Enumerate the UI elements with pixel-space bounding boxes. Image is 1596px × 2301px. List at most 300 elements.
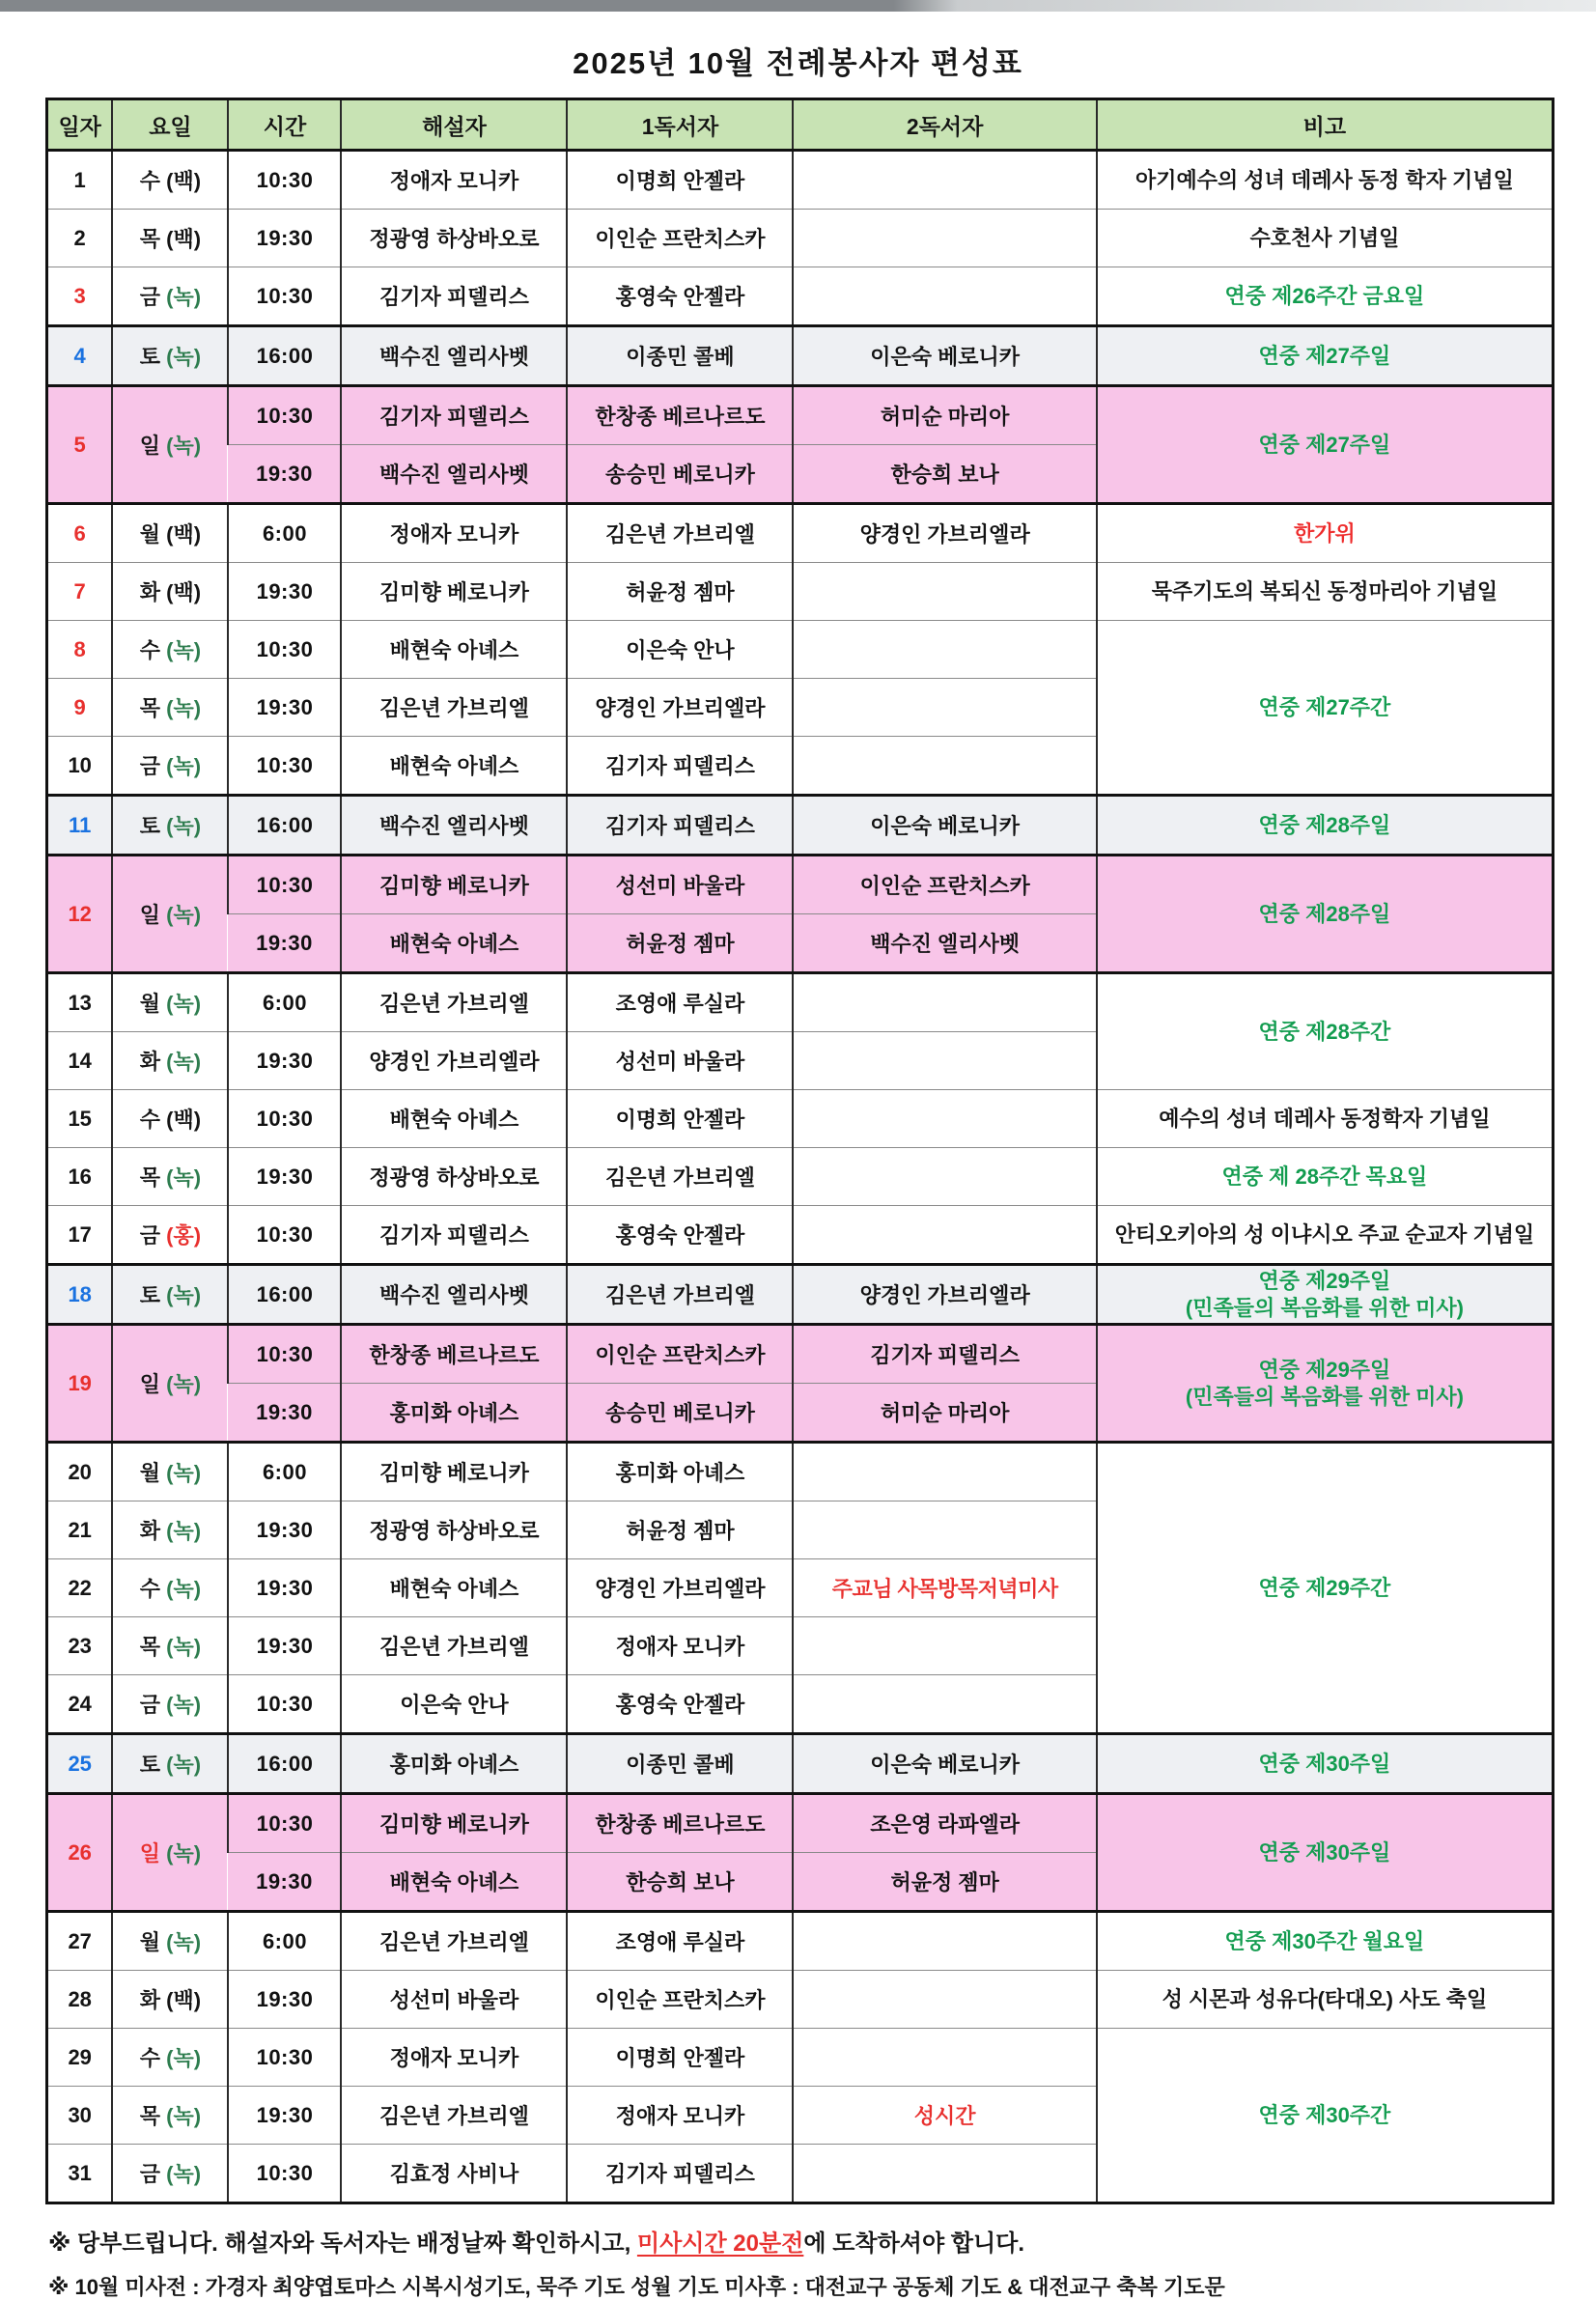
date-cell: 7 — [47, 563, 113, 621]
time-cell: 16:00 — [228, 1734, 341, 1794]
weekday-label: 월 — [139, 1461, 161, 1485]
liturgical-color-label: (백) — [160, 169, 202, 193]
weekday-cell — [112, 2029, 228, 2087]
weekday-cell — [112, 1443, 228, 1501]
liturgical-color-label: (녹) — [160, 1693, 202, 1717]
day-row-26 — [47, 1794, 1554, 1853]
weekday-label: 월 — [139, 1930, 161, 1954]
date-cell: 1 — [47, 151, 113, 210]
day-row-1 — [47, 151, 1554, 210]
commentator-cell: 김은년 가브리엘 — [341, 973, 567, 1032]
notice-text: ※ 당부드립니다. 해설자와 독서자는 배정날짜 확인하시고, — [48, 2231, 637, 2257]
note-cell: 아기예수의 성녀 데레사 동정 학자 기념일 — [1097, 151, 1554, 210]
liturgical-color-label: (녹) — [160, 696, 202, 720]
liturgical-color-label: (녹) — [160, 1050, 202, 1074]
time-cell: 10:30 — [228, 2145, 341, 2203]
col-header-1: 요일 — [112, 99, 228, 151]
reader1-cell: 이종민 콜베 — [567, 1734, 793, 1794]
weekday-cell — [112, 504, 228, 563]
day-row-19 — [47, 1325, 1554, 1384]
day-row-11 — [47, 796, 1554, 856]
notice-text: 에 도착하셔야 합니다. — [803, 2231, 1025, 2257]
commentator-cell: 백수진 엘리사벳 — [341, 326, 567, 386]
notice-arrival — [48, 2224, 1596, 2258]
time-cell: 10:30 — [228, 2029, 341, 2087]
commentator-cell: 정애자 모니카 — [341, 504, 567, 563]
time-cell: 16:00 — [228, 326, 341, 386]
date-cell: 16 — [47, 1148, 113, 1206]
date-cell: 21 — [47, 1501, 113, 1559]
reader2-cell: 성시간 — [793, 2087, 1096, 2145]
reader1-cell: 성선미 바울라 — [567, 856, 793, 914]
weekday-cell — [112, 267, 228, 326]
reader2-cell — [793, 621, 1096, 679]
weekday-label: 수 — [139, 2046, 161, 2070]
note-cell: 연중 제30주간 — [1097, 2029, 1554, 2203]
note-cell: 수호천사 기념일 — [1097, 210, 1554, 267]
col-header-6: 비고 — [1097, 99, 1554, 151]
reader2-cell — [793, 679, 1096, 737]
note-cell: 연중 제29주일 (민족들의 복음화를 위한 미사) — [1097, 1325, 1554, 1443]
commentator-cell: 김미향 베로니카 — [341, 1443, 567, 1501]
weekday-label: 금 — [139, 1223, 161, 1248]
reader2-cell — [793, 1675, 1096, 1734]
date-cell: 31 — [47, 2145, 113, 2203]
day-row-16 — [47, 1148, 1554, 1206]
weekday-label: 금 — [139, 285, 161, 309]
weekday-cell — [112, 386, 228, 504]
note-cell: 연중 제27주간 — [1097, 621, 1554, 796]
commentator-cell: 백수진 엘리사벳 — [341, 796, 567, 856]
weekday-cell — [112, 2145, 228, 2203]
date-cell: 15 — [47, 1090, 113, 1148]
note-cell: 연중 제29주간 — [1097, 1443, 1554, 1734]
time-cell: 19:30 — [228, 914, 341, 973]
day-row-17 — [47, 1206, 1554, 1265]
reader2-cell — [793, 267, 1096, 326]
time-cell: 19:30 — [228, 1559, 341, 1617]
reader1-cell: 홍영숙 안젤라 — [567, 1675, 793, 1734]
page-title: 2025년 10월 전례봉사자 편성표 — [573, 46, 1023, 80]
date-cell: 10 — [47, 737, 113, 796]
liturgical-color-label: (녹) — [160, 2104, 202, 2128]
reader1-cell: 이종민 콜베 — [567, 326, 793, 386]
time-cell: 10:30 — [228, 1206, 341, 1265]
weekday-cell — [112, 326, 228, 386]
date-cell: 3 — [47, 267, 113, 326]
time-cell: 19:30 — [228, 1032, 341, 1090]
liturgical-color-label: (녹) — [160, 2162, 202, 2186]
weekday-cell — [112, 973, 228, 1032]
time-cell: 10:30 — [228, 1675, 341, 1734]
date-cell: 17 — [47, 1206, 113, 1265]
liturgical-color-label: (홍) — [160, 1223, 202, 1248]
reader2-cell — [793, 1032, 1096, 1090]
reader1-cell: 송승민 베로니카 — [567, 1384, 793, 1443]
schedule-table — [45, 98, 1554, 2204]
time-cell: 19:30 — [228, 563, 341, 621]
weekday-label: 목 — [139, 1635, 161, 1659]
note-cell: 연중 제28주일 — [1097, 796, 1554, 856]
day-row-3 — [47, 267, 1554, 326]
reader1-cell: 한창종 베르나르도 — [567, 1794, 793, 1853]
date-cell: 8 — [47, 621, 113, 679]
weekday-cell — [112, 737, 228, 796]
commentator-cell: 정광영 하상바오로 — [341, 210, 567, 267]
commentator-cell: 김은년 가브리엘 — [341, 679, 567, 737]
reader2-cell: 이은숙 베로니카 — [793, 1734, 1096, 1794]
weekday-cell — [112, 210, 228, 267]
weekday-cell — [112, 1265, 228, 1325]
reader1-cell: 김은년 가브리엘 — [567, 1265, 793, 1325]
liturgical-color-label: (백) — [160, 522, 202, 547]
commentator-cell: 김효정 사비나 — [341, 2145, 567, 2203]
time-cell: 19:30 — [228, 679, 341, 737]
day-row-28 — [47, 1971, 1554, 2029]
date-cell: 24 — [47, 1675, 113, 1734]
reader2-cell: 백수진 엘리사벳 — [793, 914, 1096, 973]
commentator-cell: 배현숙 아녜스 — [341, 1853, 567, 1912]
commentator-cell: 양경인 가브리엘라 — [341, 1032, 567, 1090]
reader2-cell — [793, 1617, 1096, 1675]
date-cell: 14 — [47, 1032, 113, 1090]
date-cell: 27 — [47, 1912, 113, 1971]
liturgical-color-label: (녹) — [160, 1930, 202, 1954]
weekday-label: 금 — [139, 754, 161, 778]
reader1-cell: 허윤정 젬마 — [567, 914, 793, 973]
day-row-8 — [47, 621, 1554, 679]
reader1-cell: 정애자 모니카 — [567, 2087, 793, 2145]
weekday-label: 금 — [139, 2162, 161, 2186]
weekday-label: 수 — [139, 1577, 161, 1601]
weekday-cell — [112, 796, 228, 856]
reader2-cell — [793, 210, 1096, 267]
reader2-cell — [793, 1148, 1096, 1206]
liturgical-color-label: (녹) — [160, 1372, 202, 1396]
col-header-5: 2독서자 — [793, 99, 1096, 151]
time-cell: 16:00 — [228, 796, 341, 856]
liturgical-color-label: (녹) — [160, 285, 202, 309]
note-cell: 연중 제 28주간 목요일 — [1097, 1148, 1554, 1206]
commentator-cell: 배현숙 아녜스 — [341, 1559, 567, 1617]
scan-artifact-strip — [0, 0, 1596, 12]
date-cell: 19 — [47, 1325, 113, 1443]
col-header-0: 일자 — [47, 99, 113, 151]
weekday-label: 화 — [139, 580, 161, 604]
time-cell: 19:30 — [228, 1853, 341, 1912]
date-cell: 2 — [47, 210, 113, 267]
reader2-cell — [793, 1206, 1096, 1265]
date-cell: 12 — [47, 856, 113, 973]
weekday-label: 수 — [139, 1108, 161, 1132]
reader1-cell: 양경인 가브리엘라 — [567, 679, 793, 737]
weekday-cell — [112, 1971, 228, 2029]
date-cell: 26 — [47, 1794, 113, 1912]
reader2-cell — [793, 151, 1096, 210]
reader1-cell: 김기자 피델리스 — [567, 737, 793, 796]
commentator-cell: 김은년 가브리엘 — [341, 2087, 567, 2145]
day-row-27 — [47, 1912, 1554, 1971]
reader1-cell: 이인순 프란치스카 — [567, 210, 793, 267]
day-row-7 — [47, 563, 1554, 621]
reader2-cell — [793, 973, 1096, 1032]
weekday-label: 월 — [139, 522, 161, 547]
note-cell: 연중 제26주간 금요일 — [1097, 267, 1554, 326]
weekday-cell — [112, 1090, 228, 1148]
day-row-25 — [47, 1734, 1554, 1794]
time-cell: 10:30 — [228, 267, 341, 326]
time-cell: 19:30 — [228, 445, 341, 504]
reader2-cell — [793, 2029, 1096, 2087]
weekday-label: 수 — [139, 638, 161, 662]
date-cell: 5 — [47, 386, 113, 504]
reader2-cell: 이인순 프란치스카 — [793, 856, 1096, 914]
reader2-cell: 김기자 피델리스 — [793, 1325, 1096, 1384]
reader1-cell: 허윤정 젬마 — [567, 1501, 793, 1559]
time-cell: 10:30 — [228, 1090, 341, 1148]
date-cell: 9 — [47, 679, 113, 737]
note-cell: 연중 제27주일 — [1097, 326, 1554, 386]
day-row-2 — [47, 210, 1554, 267]
time-cell: 19:30 — [228, 1384, 341, 1443]
weekday-cell — [112, 621, 228, 679]
commentator-cell: 배현숙 아녜스 — [341, 737, 567, 796]
reader2-cell — [793, 563, 1096, 621]
weekday-label: 화 — [139, 1988, 161, 2012]
note-cell: 연중 제30주일 — [1097, 1794, 1554, 1912]
note-cell: 안티오키아의 성 이냐시오 주교 순교자 기념일 — [1097, 1206, 1554, 1265]
note-cell: 예수의 성녀 데레사 동정학자 기념일 — [1097, 1090, 1554, 1148]
date-cell: 22 — [47, 1559, 113, 1617]
commentator-cell: 김은년 가브리엘 — [341, 1617, 567, 1675]
weekday-cell — [112, 563, 228, 621]
commentator-cell: 이은숙 안나 — [341, 1675, 567, 1734]
commentator-cell: 김기자 피델리스 — [341, 386, 567, 445]
day-row-5 — [47, 386, 1554, 445]
arrival-time-highlight: 미사시간 20분전 — [636, 2231, 804, 2257]
day-row-13 — [47, 973, 1554, 1032]
weekday-cell — [112, 1559, 228, 1617]
reader2-cell — [793, 1971, 1096, 2029]
commentator-cell: 김미향 베로니카 — [341, 856, 567, 914]
weekday-label: 토 — [139, 814, 161, 838]
reader2-cell — [793, 1501, 1096, 1559]
liturgical-color-label: (녹) — [160, 814, 202, 838]
liturgical-color-label: (녹) — [160, 345, 202, 369]
date-cell: 29 — [47, 2029, 113, 2087]
weekday-label: 목 — [139, 227, 161, 251]
time-cell: 10:30 — [228, 621, 341, 679]
reader2-cell: 한승희 보나 — [793, 445, 1096, 504]
liturgical-color-label: (백) — [160, 580, 202, 604]
date-cell: 30 — [47, 2087, 113, 2145]
day-row-29 — [47, 2029, 1554, 2087]
table-body — [47, 151, 1554, 2203]
reader2-cell: 주교님 사목방목저녁미사 — [793, 1559, 1096, 1617]
time-cell: 10:30 — [228, 737, 341, 796]
weekday-cell — [112, 2087, 228, 2145]
reader1-cell: 이인순 프란치스카 — [567, 1325, 793, 1384]
col-header-2: 시간 — [228, 99, 341, 151]
commentator-cell: 정애자 모니카 — [341, 151, 567, 210]
reader1-cell: 김기자 피델리스 — [567, 2145, 793, 2203]
reader1-cell: 홍영숙 안젤라 — [567, 267, 793, 326]
reader2-cell — [793, 1912, 1096, 1971]
commentator-cell: 김기자 피델리스 — [341, 267, 567, 326]
weekday-cell — [112, 679, 228, 737]
reader1-cell: 이명희 안젤라 — [567, 1090, 793, 1148]
weekday-label: 목 — [139, 1165, 161, 1190]
weekday-label: 월 — [139, 992, 161, 1016]
commentator-cell: 김은년 가브리엘 — [341, 1912, 567, 1971]
commentator-cell: 정애자 모니카 — [341, 2029, 567, 2087]
table-header — [47, 99, 1554, 151]
reader2-cell: 이은숙 베로니카 — [793, 796, 1096, 856]
weekday-label: 목 — [139, 2104, 161, 2128]
note-cell: 연중 제28주일 — [1097, 856, 1554, 973]
commentator-cell: 백수진 엘리사벳 — [341, 445, 567, 504]
weekday-label: 일 — [139, 434, 161, 458]
note-cell: 연중 제27주일 — [1097, 386, 1554, 504]
time-cell: 10:30 — [228, 151, 341, 210]
time-cell: 6:00 — [228, 1443, 341, 1501]
reader1-cell: 정애자 모니카 — [567, 1617, 793, 1675]
time-cell: 19:30 — [228, 2087, 341, 2145]
reader1-cell: 한창종 베르나르도 — [567, 386, 793, 445]
commentator-cell: 김기자 피델리스 — [341, 1206, 567, 1265]
weekday-cell — [112, 1794, 228, 1912]
day-row-6 — [47, 504, 1554, 563]
liturgical-color-label: (녹) — [160, 903, 202, 927]
reader2-cell: 양경인 가브리엘라 — [793, 504, 1096, 563]
date-cell: 25 — [47, 1734, 113, 1794]
weekday-label: 일 — [139, 903, 161, 927]
reader1-cell: 홍영숙 안젤라 — [567, 1206, 793, 1265]
weekday-cell — [112, 856, 228, 973]
weekday-cell — [112, 1734, 228, 1794]
reader2-cell: 이은숙 베로니카 — [793, 326, 1096, 386]
liturgical-color-label: (녹) — [160, 1165, 202, 1190]
date-cell: 28 — [47, 1971, 113, 2029]
commentator-cell: 홍미화 아녜스 — [341, 1734, 567, 1794]
commentator-cell: 한창종 베르나르도 — [341, 1325, 567, 1384]
liturgical-color-label: (녹) — [160, 754, 202, 778]
weekday-cell — [112, 1325, 228, 1443]
weekday-label: 화 — [139, 1050, 161, 1074]
time-cell: 6:00 — [228, 973, 341, 1032]
commentator-cell: 정광영 하상바오로 — [341, 1148, 567, 1206]
day-row-4 — [47, 326, 1554, 386]
commentator-cell: 배현숙 아녜스 — [341, 914, 567, 973]
weekday-label: 금 — [139, 1693, 161, 1717]
reader1-cell: 조영애 루실라 — [567, 973, 793, 1032]
date-cell: 4 — [47, 326, 113, 386]
reader1-cell: 한승희 보나 — [567, 1853, 793, 1912]
date-cell: 20 — [47, 1443, 113, 1501]
weekday-label: 수 — [139, 169, 161, 193]
note-cell: 한가위 — [1097, 504, 1554, 563]
liturgical-color-label: (녹) — [160, 992, 202, 1016]
date-cell: 18 — [47, 1265, 113, 1325]
time-cell: 19:30 — [228, 1501, 341, 1559]
liturgical-color-label: (백) — [160, 1988, 202, 2012]
footer — [48, 2224, 1596, 2301]
reader1-cell: 이명희 안젤라 — [567, 151, 793, 210]
reader2-cell: 조은영 라파엘라 — [793, 1794, 1096, 1853]
note-cell: 연중 제28주간 — [1097, 973, 1554, 1090]
liturgical-color-label: (백) — [160, 1108, 202, 1132]
time-cell: 19:30 — [228, 1617, 341, 1675]
commentator-cell: 정광영 하상바오로 — [341, 1501, 567, 1559]
reader1-cell: 이명희 안젤라 — [567, 2029, 793, 2087]
time-cell: 6:00 — [228, 504, 341, 563]
liturgical-color-label: (녹) — [160, 434, 202, 458]
liturgical-color-label: (녹) — [160, 1841, 202, 1866]
reader2-cell: 허미순 마리아 — [793, 1384, 1096, 1443]
liturgical-color-label: (녹) — [160, 1519, 202, 1543]
reader2-cell — [793, 2145, 1096, 2203]
time-cell: 10:30 — [228, 856, 341, 914]
commentator-cell: 백수진 엘리사벳 — [341, 1265, 567, 1325]
time-cell: 10:30 — [228, 1325, 341, 1384]
weekday-cell — [112, 1206, 228, 1265]
note-cell: 성 시몬과 성유다(타대오) 사도 축일 — [1097, 1971, 1554, 2029]
date-cell: 13 — [47, 973, 113, 1032]
liturgical-color-label: (녹) — [160, 1753, 202, 1777]
note-cell: 연중 제30주일 — [1097, 1734, 1554, 1794]
reader1-cell: 이인순 프란치스카 — [567, 1971, 793, 2029]
reader1-cell: 김은년 가브리엘 — [567, 504, 793, 563]
reader1-cell: 조영애 루실라 — [567, 1912, 793, 1971]
liturgical-color-label: (녹) — [160, 1577, 202, 1601]
weekday-label: 일 — [139, 1841, 161, 1866]
weekday-label: 토 — [139, 345, 161, 369]
weekday-cell — [112, 1501, 228, 1559]
col-header-4: 1독서자 — [567, 99, 793, 151]
commentator-cell: 배현숙 아녜스 — [341, 1090, 567, 1148]
commentator-cell: 배현숙 아녜스 — [341, 621, 567, 679]
reader1-cell: 성선미 바울라 — [567, 1032, 793, 1090]
weekday-cell — [112, 1032, 228, 1090]
reader2-cell — [793, 1443, 1096, 1501]
liturgical-color-label: (녹) — [160, 2046, 202, 2070]
liturgical-color-label: (녹) — [160, 1283, 202, 1307]
weekday-cell — [112, 1912, 228, 1971]
weekday-label: 화 — [139, 1519, 161, 1543]
notice-prayers: ※ 10월 미사전 : 가경자 최양엽토마스 시복시성기도, 묵주 기도 성월 기도 미사후 : 대전교구 공동체 기도 & 대전교구 축복 기도문 — [48, 2275, 1225, 2299]
commentator-cell: 김미향 베로니카 — [341, 563, 567, 621]
commentator-cell: 홍미화 아녜스 — [341, 1384, 567, 1443]
weekday-cell — [112, 151, 228, 210]
day-row-15 — [47, 1090, 1554, 1148]
time-cell: 16:00 — [228, 1265, 341, 1325]
reader2-cell: 허윤정 젬마 — [793, 1853, 1096, 1912]
day-row-12 — [47, 856, 1554, 914]
time-cell: 19:30 — [228, 1148, 341, 1206]
date-cell: 23 — [47, 1617, 113, 1675]
note-cell: 연중 제30주간 월요일 — [1097, 1912, 1554, 1971]
reader1-cell: 양경인 가브리엘라 — [567, 1559, 793, 1617]
day-row-20 — [47, 1443, 1554, 1501]
liturgical-color-label: (녹) — [160, 1635, 202, 1659]
weekday-label: 일 — [139, 1372, 161, 1396]
day-row-18 — [47, 1265, 1554, 1325]
reader1-cell: 홍미화 아녜스 — [567, 1443, 793, 1501]
liturgical-color-label: (녹) — [160, 638, 202, 662]
time-cell: 10:30 — [228, 386, 341, 445]
reader1-cell: 송승민 베로니카 — [567, 445, 793, 504]
reader1-cell: 허윤정 젬마 — [567, 563, 793, 621]
